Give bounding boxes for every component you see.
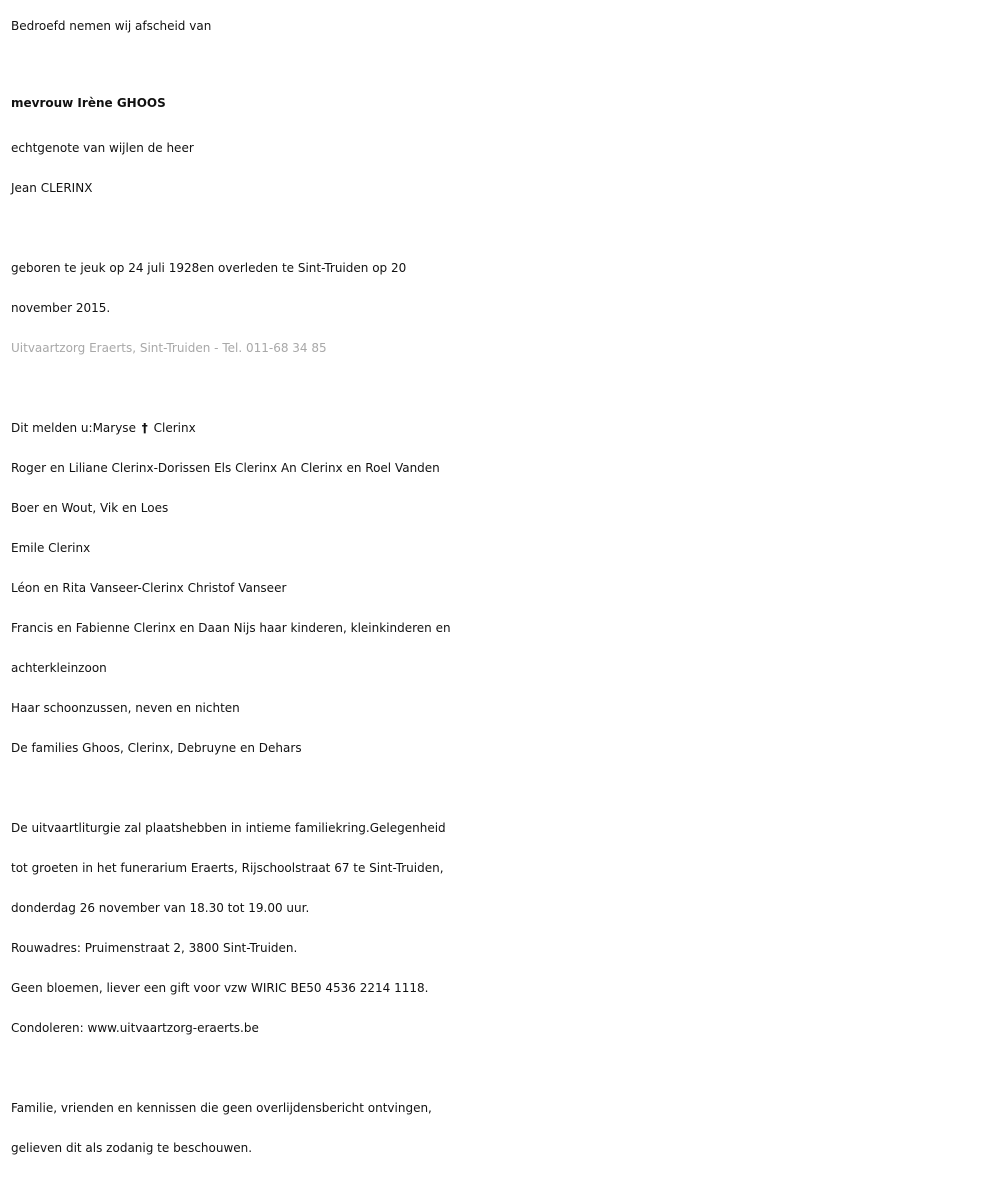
condolence-line	[11, 1008, 1000, 1048]
announcer-prefix: Dit melden u:Maryse	[11, 421, 136, 435]
announcer-line: achterkleinzoon	[11, 661, 107, 675]
spacer	[11, 1048, 1000, 1088]
ceremony-line: donderdag 26 november van 18.30 tot 19.00 uur.	[11, 901, 310, 915]
announcer-line: Léon en Rita Vanseer-Clerinx Christof Vanseer	[11, 581, 287, 595]
spacer	[11, 768, 1000, 808]
announcer-line: Boer en Wout, Vik en Loes	[11, 501, 169, 515]
cross-icon: †	[141, 421, 148, 435]
condolence-link[interactable]: www.uitvaartzorg-eraerts.be	[87, 1021, 259, 1035]
announcer-first-line	[11, 408, 1000, 448]
condolence-label: Condoleren:	[11, 1021, 84, 1035]
announcer-line: De families Ghoos, Clerinx, Debruyne en Dehars	[11, 741, 302, 755]
announcer-line: Francis en Fabienne Clerinx en Daan Nijs haar kinderen, kleinkinderen en	[11, 621, 451, 635]
deceased-name: mevrouw Irène GHOOS	[11, 96, 166, 110]
closing-line: gelieven dit als zodanig te beschouwen.	[11, 1141, 253, 1155]
ceremony-line: Geen bloemen, liever een gift voor vzw WIRIC BE50 4536 2214 1118.	[11, 981, 429, 995]
spouse-name: Jean CLERINX	[11, 181, 93, 195]
spacer	[11, 368, 1000, 408]
announcer-line: Haar schoonzussen, neven en nichten	[11, 701, 240, 715]
announcer-line: Emile Clerinx	[11, 541, 91, 555]
birth-death-line: november 2015.	[11, 301, 111, 315]
spacer	[11, 208, 1000, 248]
closing-line: Familie, vrienden en kennissen die geen overlijdensbericht ontvingen,	[11, 1101, 432, 1115]
spouse-line: echtgenote van wijlen de heer	[11, 141, 194, 155]
announcer-suffix: Clerinx	[153, 421, 196, 435]
ceremony-line: De uitvaartliturgie zal plaatshebben in intieme familiekring.Gelegenheid	[11, 821, 446, 835]
birth-death-line: geboren te jeuk op 24 juli 1928en overleden te Sint-Truiden op 20	[11, 261, 407, 275]
ceremony-line: Rouwadres: Pruimenstraat 2, 3800 Sint-Truiden.	[11, 941, 298, 955]
intro-text: Bedroefd nemen wij afscheid van	[11, 19, 212, 33]
announcer-line: Roger en Liliane Clerinx-Dorissen Els Clerinx An Clerinx en Roel Vanden	[11, 461, 440, 475]
ceremony-line: tot groeten in het funerarium Eraerts, Rijschoolstraat 67 te Sint-Truiden,	[11, 861, 444, 875]
funeral-home-contact: Uitvaartzorg Eraerts, Sint-Truiden - Tel. 011-68 34 85	[11, 341, 327, 355]
